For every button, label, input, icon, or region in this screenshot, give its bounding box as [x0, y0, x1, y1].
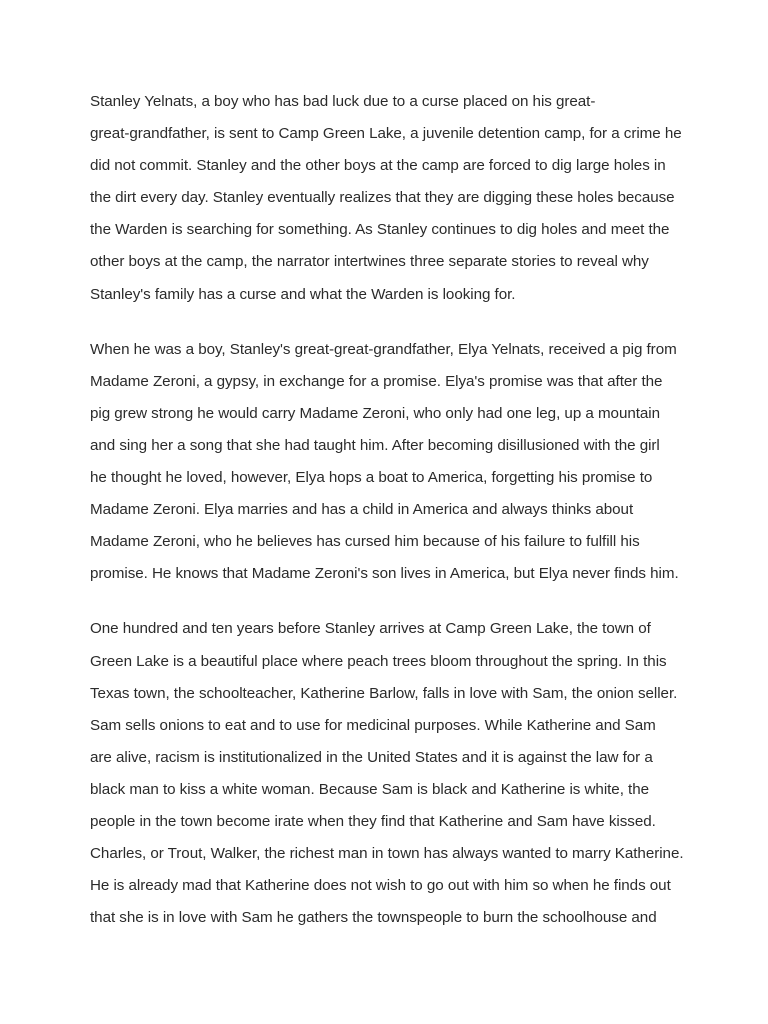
text-line: Madame Zeroni. Elya marries and has a child in America and always thinks about: [90, 501, 634, 519]
text-line: great-grandfather, is sent to Camp Green Lake, a juvenile detention camp, for a crime he: [90, 125, 682, 143]
text-line: Sam sells onions to eat and to use for medicinal purposes. While Katherine and Sam: [90, 716, 656, 734]
text-line: He is already mad that Katherine does not wish to go out with him so when he finds out: [90, 877, 671, 895]
text-line: black man to kiss a white woman. Because Sam is black and Katherine is white, the: [90, 780, 650, 798]
text-line: Green Lake is a beautiful place where peach trees bloom throughout the spring. In this: [90, 652, 667, 670]
paragraph-2: [90, 334, 690, 591]
text-line: that she is in love with Sam he gathers the townspeople to burn the schoolhouse and: [90, 909, 657, 927]
text-line: Charles, or Trout, Walker, the richest man in town has always wanted to marry Katherine.: [90, 845, 684, 863]
text-line: people in the town become irate when they find that Katherine and Sam have kissed.: [90, 812, 656, 830]
text-line: pig grew strong he would carry Madame Zeroni, who only had one leg, up a mountain: [90, 404, 661, 422]
text-line: One hundred and ten years before Stanley arrives at Camp Green Lake, the town of: [90, 620, 651, 638]
text-line: Texas town, the schoolteacher, Katherine Barlow, falls in love with Sam, the onion seller.: [90, 684, 678, 702]
text-line: are alive, racism is institutionalized in the United States and it is against the law for a: [90, 748, 653, 766]
paragraph-3: [90, 613, 690, 934]
text-line: the Warden is searching for something. As Stanley continues to dig holes and meet the: [90, 221, 670, 239]
text-line: other boys at the camp, the narrator intertwines three separate stories to reveal why: [90, 253, 649, 271]
text-line: Madame Zeroni, who he believes has cursed him because of his failure to fulfill his: [90, 533, 640, 551]
text-line: and sing her a song that she had taught him. After becoming disillusioned with the girl: [90, 436, 660, 454]
text-line: he thought he loved, however, Elya hops a boat to America, forgetting his promise to: [90, 469, 653, 487]
text-line: did not commit. Stanley and the other boys at the camp are forced to dig large holes in: [90, 157, 666, 175]
text-line: the dirt every day. Stanley eventually realizes that they are digging these holes because: [90, 189, 675, 207]
text-line: promise. He knows that Madame Zeroni's son lives in America, but Elya never finds him.: [90, 565, 679, 583]
document-body: [90, 86, 690, 934]
text-line: When he was a boy, Stanley's great-great-grandfather, Elya Yelnats, received a pig from: [90, 340, 677, 358]
text-line: Madame Zeroni, a gypsy, in exchange for a promise. Elya's promise was that after the: [90, 372, 663, 390]
paragraph-1: [90, 86, 690, 311]
text-line: Stanley's family has a curse and what the Warden is looking for.: [90, 285, 516, 303]
text-line: Stanley Yelnats, a boy who has bad luck due to a curse placed on his great-: [90, 93, 596, 110]
